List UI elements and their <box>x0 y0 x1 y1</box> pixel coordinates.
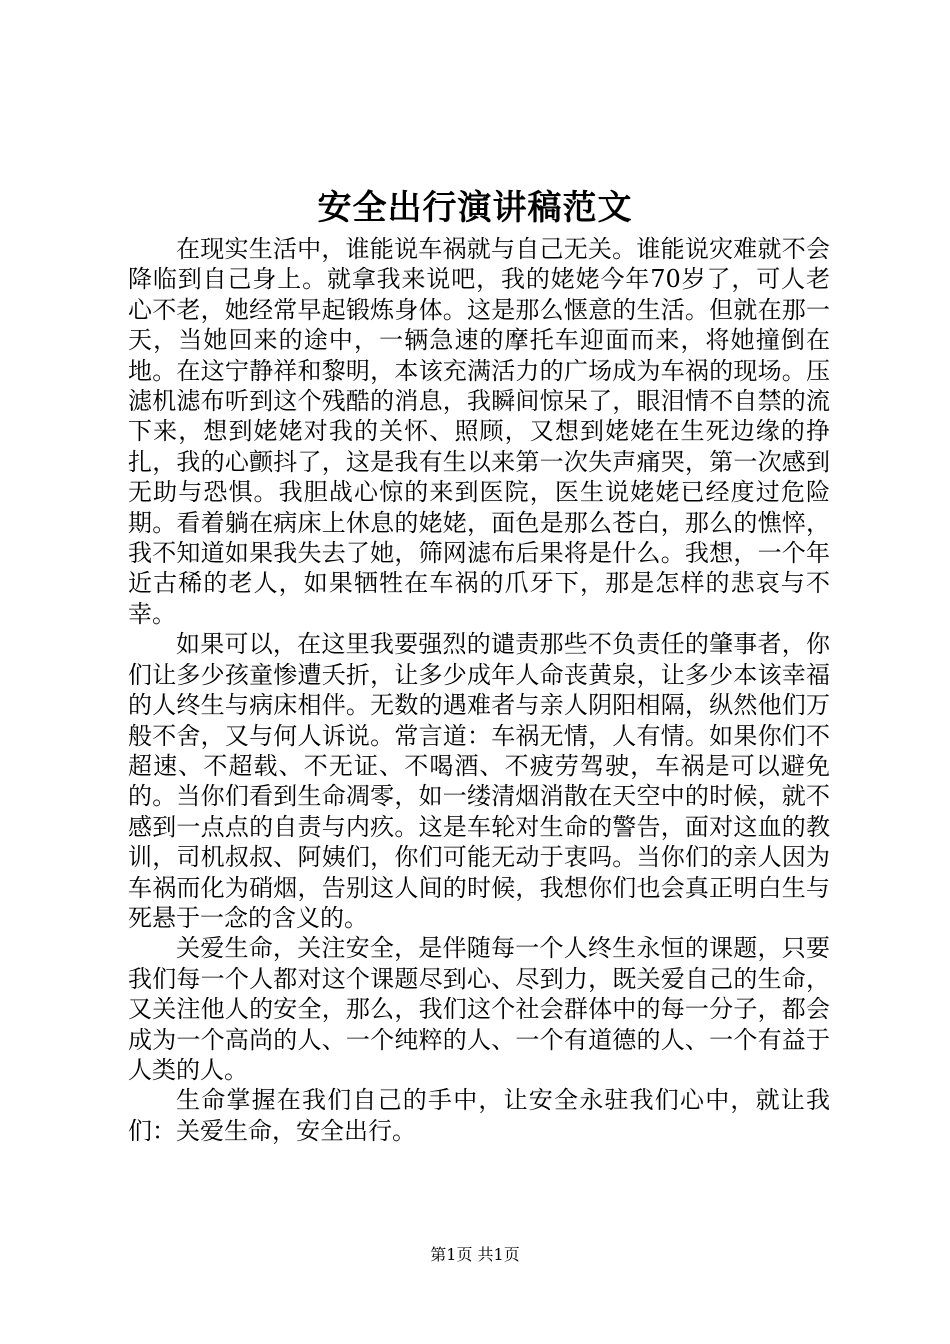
paragraph-2: 如果可以，在这里我要强烈的谴责那些不负责任的肇事者，你们让多少孩童惨遭夭折，让多少成年人命丧黄泉，让多少本该幸福的人终生与病床相伴。无数的遇难者与亲人阴阳相隔，纵然他们万般不舍，又与何人诉说。常言道：车祸无情，人有情。如果你们不超速、不超载、不无证、不喝酒、不疲劳驾驶，车祸是可以避免的。当你们看到生命凋零，如一缕清烟消散在天空中的时候，就不感到一点点的自责与内疚。这是车轮对生命的警告，面对这血的教训，司机叔叔、阿姨们，你们可能无动于衷吗。当你们的亲人因为车祸而化为硝烟，告别这人间的时候，我想你们也会真正明白生与死悬于一念的含义的。 <box>128 630 830 932</box>
paragraph-1: 在现实生活中，谁能说车祸就与自己无关。谁能说灾难就不会降临到自己身上。就拿我来说吧，我的姥姥今年70岁了，可人老心不老，她经常早起锻炼身体。这是那么惬意的生活。但就在那一天，当她回来的途中，一辆急速的摩托车迎面而来，将她撞倒在地。在这宁静祥和黎明，本该充满活力的广场成为车祸的现场。压滤机滤布听到这个残酷的消息，我瞬间惊呆了，眼泪情不自禁的流下来，想到姥姥对我的关怀、照顾，又想到姥姥在生死边缘的挣扎，我的心颤抖了，这是我有生以来第一次失声痛哭，第一次感到无助与恐惧。我胆战心惊的来到医院，医生说姥姥已经度过危险期。看着躺在病床上休息的姥姥，面色是那么苍白，那么的憔悴，我不知道如果我失去了她，筛网滤布后果将是什么。我想，一个年近古稀的老人，如果牺牲在车祸的爪牙下，那是怎样的悲哀与不幸。 <box>128 235 830 628</box>
paragraph-3: 关爱生命，关注安全，是伴随每一个人终生永恒的课题，只要我们每一个人都对这个课题尽到心、尽到力，既关爱自己的生命，又关注他人的安全，那么，我们这个社会群体中的每一分子，都会成为一个高尚的人、一个纯粹的人、一个有道德的人、一个有益于人类的人。 <box>128 934 830 1084</box>
page-footer: 第1页 共1页 <box>430 1245 520 1264</box>
paragraph-4: 生命掌握在我们自己的手中，让安全永驻我们心中，就让我们：关爱生命，安全出行。 <box>128 1086 830 1145</box>
document-title: 安全出行演讲稿范文 <box>317 188 633 228</box>
document-body <box>128 234 830 1146</box>
